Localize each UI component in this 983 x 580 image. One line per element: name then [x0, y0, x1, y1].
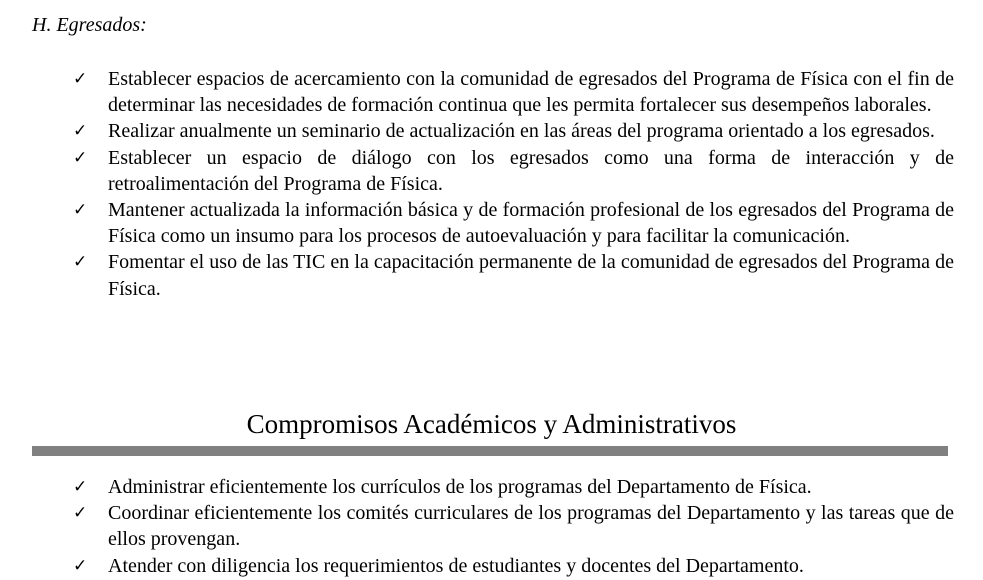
checkmark-icon: ✓ [73, 200, 88, 221]
heading-rule [32, 446, 948, 456]
list-item [0, 474, 983, 500]
list-item [0, 197, 983, 249]
checkmark-icon: ✓ [73, 555, 88, 576]
checkmark-icon: ✓ [73, 252, 88, 273]
list-item-text: Establecer un espacio de diálogo con los egresados como una forma de interacción y de retroalimentación del Programa de Física. [108, 146, 954, 195]
list-item [0, 66, 983, 118]
list-item-text: Administrar eficientemente los currículos de los programas del Departamento de Física. [108, 476, 812, 498]
checkmark-icon: ✓ [73, 477, 88, 497]
list-item [0, 145, 983, 197]
list-item [0, 553, 983, 579]
list-item-text: Coordinar eficientemente los comités curriculares de los programas del Departamento y las tareas que de ellos provengan. [108, 502, 954, 551]
list-item-text: Establecer espacios de acercamiento con la comunidad de egresados del Programa de Física con el fin de determinar las necesidades de formación continua que les permita fortalecer sus desempeños laborales. [108, 68, 954, 117]
section-label: H. Egresados: [32, 14, 147, 36]
checkmark-icon: ✓ [73, 503, 88, 524]
list-item-text: Realizar anualmente un seminario de actualización en las áreas del programa orientado a los egresados. [108, 120, 935, 143]
list-item [0, 249, 983, 301]
list-item-text: Atender con diligencia los requerimientos de estudiantes y docentes del Departamento. [108, 554, 804, 577]
checkmark-icon: ✓ [73, 69, 88, 89]
commitments-list [0, 474, 983, 579]
list-item [0, 118, 983, 144]
checkmark-icon: ✓ [73, 147, 88, 168]
list-item-text: Fomentar el uso de las TIC en la capacitación permanente de la comunidad de egresados del Programa de Física. [108, 251, 954, 300]
commitments-heading: Compromisos Académicos y Administrativos [246, 409, 737, 439]
list-item [0, 500, 983, 552]
checkmark-icon: ✓ [73, 121, 88, 142]
graduates-list [0, 66, 983, 302]
list-item-text: Mantener actualizada la información básica y de formación profesional de los egresados del Programa de Física como un insumo para los procesos de autoevaluación y para facilitar la comunicación. [108, 199, 954, 248]
